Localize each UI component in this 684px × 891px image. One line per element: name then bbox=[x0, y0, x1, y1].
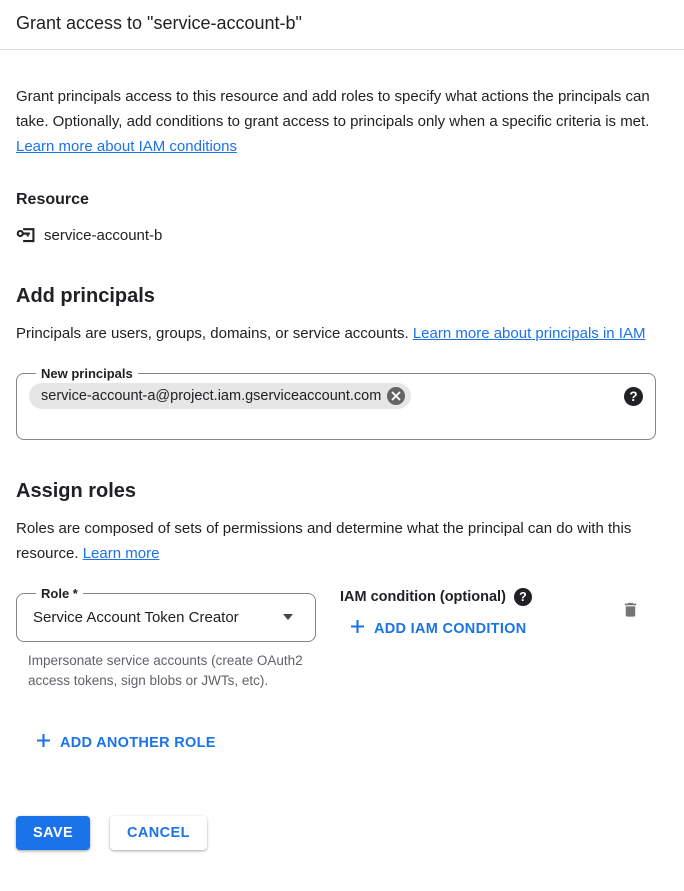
save-button[interactable]: SAVE bbox=[16, 816, 90, 850]
assign-roles-heading: Assign roles bbox=[16, 480, 137, 502]
role-selected-value: Service Account Token Creator bbox=[33, 608, 239, 626]
new-principals-input[interactable] bbox=[16, 366, 656, 440]
resource-row bbox=[16, 226, 668, 245]
iam-condition-help-icon[interactable]: ? bbox=[514, 588, 532, 606]
add-principals-text: Principals are users, groups, domains, or service accounts. bbox=[16, 325, 413, 342]
role-select[interactable] bbox=[16, 586, 316, 642]
roles-learn-more-link[interactable]: Learn more bbox=[82, 545, 160, 562]
principals-learn-more-link[interactable]: Learn more about principals in IAM bbox=[412, 325, 646, 342]
dialog-header bbox=[0, 0, 684, 50]
add-principals-heading: Add principals bbox=[16, 285, 155, 307]
assign-roles-text: Roles are composed of sets of permissions and determine what the principal can do with this resource. bbox=[16, 520, 632, 562]
iam-condition-label-row bbox=[340, 588, 619, 606]
role-helper-text: Impersonate service accounts (create OAuth2 access tokens, sign blobs or JWTs, etc). bbox=[28, 653, 303, 688]
role-select-value-row[interactable] bbox=[29, 603, 303, 631]
principals-help-icon[interactable]: ? bbox=[624, 387, 643, 406]
trash-icon bbox=[621, 607, 640, 622]
iam-conditions-link[interactable]: Learn more about IAM conditions bbox=[16, 138, 237, 155]
intro-paragraph bbox=[16, 84, 656, 159]
add-iam-condition-button[interactable] bbox=[342, 613, 535, 644]
intro-text: Grant principals access to this resource and add roles to specify what actions the principals can take. Optionally, add conditions to grant access to principals only when a specific criteria is met. bbox=[16, 88, 650, 130]
add-another-role-label: ADD ANOTHER ROLE bbox=[60, 734, 216, 751]
iam-condition-label: IAM condition (optional) bbox=[340, 589, 506, 605]
assign-roles-description bbox=[16, 516, 656, 566]
resource-name: service-account-b bbox=[44, 227, 163, 244]
resource-heading: Resource bbox=[16, 191, 89, 208]
chip-close-icon[interactable] bbox=[387, 387, 405, 405]
delete-role-button[interactable] bbox=[619, 598, 642, 624]
role-select-label: Role * bbox=[41, 586, 78, 601]
service-account-key-icon bbox=[16, 226, 35, 245]
plus-icon bbox=[36, 733, 51, 752]
role-row bbox=[16, 586, 668, 691]
iam-condition-column bbox=[340, 586, 619, 644]
add-iam-condition-label: ADD IAM CONDITION bbox=[374, 620, 527, 637]
principal-chip[interactable] bbox=[29, 383, 411, 409]
principal-chip-label: service-account-a@project.iam.gserviceaccount.com bbox=[41, 388, 382, 404]
cancel-button[interactable]: CANCEL bbox=[110, 816, 207, 850]
add-principals-description bbox=[16, 321, 656, 346]
new-principals-label: New principals bbox=[41, 366, 133, 381]
role-column bbox=[16, 586, 316, 691]
plus-icon bbox=[350, 619, 365, 638]
dialog-title: Grant access to "service-account-b" bbox=[16, 13, 302, 33]
dialog-footer bbox=[0, 816, 684, 850]
principals-chip-area[interactable] bbox=[29, 383, 643, 429]
chevron-down-icon bbox=[283, 614, 293, 620]
dialog-body bbox=[0, 84, 684, 758]
add-another-role-button[interactable] bbox=[28, 727, 224, 758]
